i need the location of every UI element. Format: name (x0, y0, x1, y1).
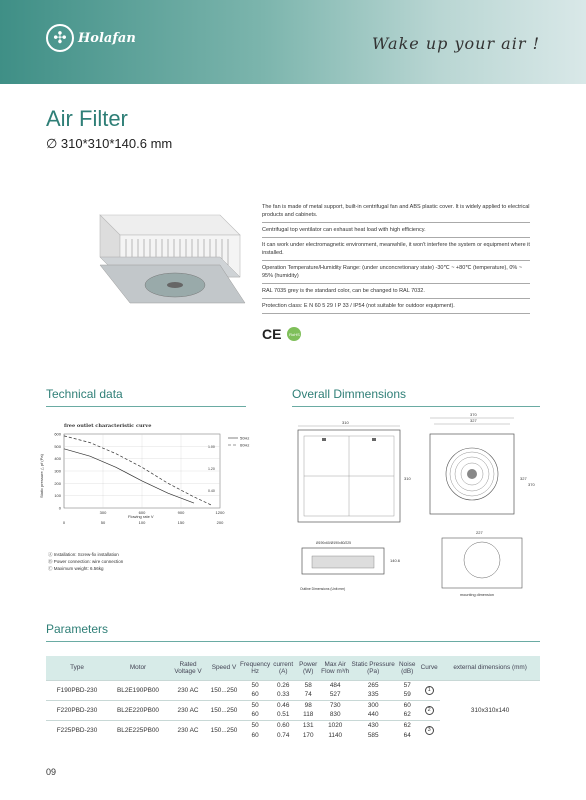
chart-ylabel: Static pressure △ pf (Pa) (39, 454, 44, 498)
dim-right-total: 370 (470, 412, 477, 417)
notes (48, 551, 123, 572)
curve-badge: 1 (425, 686, 434, 695)
brand-name: Holafan (78, 30, 136, 46)
cell-noise: 60 (396, 700, 418, 710)
section-params: Parameters (46, 622, 109, 636)
series-line (64, 449, 194, 503)
table-row (46, 680, 540, 690)
cell-speed: 150...250 (208, 680, 240, 700)
col-power: Power (W) (296, 656, 320, 680)
dim-side-top: Ø190x60/Ø190x80/225 (316, 541, 352, 545)
cell-noise: 57 (396, 680, 418, 690)
note-item: Ⓑ Power connection: wire connection (48, 559, 124, 564)
cell-curve (418, 720, 440, 740)
mount-caption: mounting dimension (460, 593, 494, 597)
cell-pressure: 440 (367, 711, 379, 719)
section-overall: Overall Dimmensions (292, 387, 407, 401)
desc-item: Protection class: E N 60 5 29 I P 33 / IP54 (not suitable for outdoor equipment). (262, 299, 530, 314)
col-speed: Speed V (208, 656, 240, 680)
x-tick-label: 300 (99, 510, 107, 515)
y-tick-label: 400 (54, 456, 61, 462)
cell-voltage: 230 AC (168, 720, 208, 740)
cell-flow: 527 (329, 691, 341, 699)
legend-label: 60Hz (240, 442, 250, 448)
col-frequency: Frequency Hz (240, 656, 270, 680)
col-noise: Noise (dB) (396, 656, 418, 680)
col-motor: Motor (108, 656, 168, 680)
cell-hz: 60 (251, 731, 259, 739)
dim-right-inner: 327 (470, 418, 477, 423)
cell-hz: 50 (240, 680, 270, 690)
col-pressure: Static Pressure (Pa) (350, 656, 396, 680)
cell-curve (418, 680, 440, 700)
certifications (262, 326, 301, 342)
col-airflow: Max Air Flow m³/h (320, 656, 350, 680)
right-tick-label: 1.20 (208, 467, 215, 471)
y-tick-label: 0 (58, 505, 61, 511)
desc-item: The fan is made of metal support, built-in centrifugal fan and ABS plastic cover. It is widely applied to electrical products and cabinets. (262, 200, 530, 223)
y-tick-label: 100 (54, 493, 61, 499)
cell-motor: BL2E220PB00 (108, 700, 168, 720)
page-number: 09 (46, 767, 57, 777)
dimension-drawings (292, 410, 552, 610)
cell-motor: BL2E225PB00 (108, 720, 168, 740)
divider (292, 406, 540, 407)
cell-speed: 150...250 (208, 700, 240, 720)
y-tick-label: 600 (54, 431, 61, 437)
ce-mark: CE (262, 326, 282, 342)
cell-flow: 484 (320, 680, 350, 690)
cell-current: 0.74 (276, 731, 290, 739)
cell-speed: 150...250 (208, 720, 240, 740)
slogan: Wake up your air ! (371, 34, 540, 53)
desc-item: RAL 7035 grey is the standard color, can be changed to RAL 7032. (262, 284, 530, 299)
cell-power: 170 (302, 731, 314, 739)
cell-pressure: 300 (350, 700, 396, 710)
cell-current: 0.26 (270, 680, 296, 690)
curve-badge: 2 (425, 706, 434, 715)
mount-dim: 227 (476, 530, 483, 535)
col-curve: Curve (418, 656, 440, 680)
section-technical: Technical data (46, 387, 123, 401)
cell-pressure: 430 (350, 720, 396, 730)
cell-noise: 59 (403, 691, 411, 699)
dim-side-height: 140.6 (390, 558, 401, 563)
cell-noise: 62 (403, 711, 411, 719)
cell-voltage: 230 AC (168, 700, 208, 720)
cell-flow: 730 (320, 700, 350, 710)
y-tick-label: 300 (54, 468, 61, 474)
divider (46, 406, 246, 407)
note-item: Ⓒ Maximum weight: 6.56kg (48, 566, 104, 571)
cell-power: 118 (303, 711, 314, 719)
desc-item: It can work under electromagnetic environment, meanwhile, it won't interfere the system or equipment where it installed. (262, 238, 530, 261)
y-tick-label: 500 (54, 443, 61, 449)
fan-icon: ✣ (46, 24, 74, 52)
cell-flow: 830 (329, 711, 341, 719)
cell-type: F220PBD-230 (46, 700, 108, 720)
col-voltage: Rated Voltage V (168, 656, 208, 680)
x-tick-label-cfm: 0 (62, 520, 66, 525)
cell-power: 98 (296, 700, 320, 710)
cell-external: 310x310x140 (440, 680, 540, 740)
divider (46, 641, 540, 642)
dim-top-width: 310 (342, 420, 349, 425)
dim-height: 310 (404, 476, 411, 481)
parameters-table (46, 656, 540, 740)
cell-hz: 60 (251, 691, 259, 699)
cell-flow: 1020 (320, 720, 350, 730)
cell-power: 58 (296, 680, 320, 690)
chart-xlabel: Flowing rate V (128, 514, 154, 519)
cell-power: 131 (296, 720, 320, 730)
cell-noise: 62 (396, 720, 418, 730)
x-tick-label: 600 (138, 510, 146, 515)
dim-right-height-b: 370 (528, 482, 535, 487)
cell-flow: 1140 (328, 731, 343, 739)
cell-current: 0.51 (276, 711, 290, 719)
y-tick-label: 200 (54, 480, 61, 486)
cell-noise: 64 (403, 731, 411, 739)
cell-current: 0.33 (276, 691, 290, 699)
page-title: Air Filter (46, 106, 128, 131)
page-header (0, 0, 586, 84)
performance-chart (38, 418, 278, 538)
note-item: Ⓐ Installation: Screw-fix installation (48, 552, 119, 557)
rohs-icon: RoHS (287, 327, 301, 341)
x-tick-label-cfm: 100 (138, 520, 146, 525)
col-external: external dimensions (mm) (440, 656, 540, 680)
cell-pressure: 585 (367, 731, 379, 739)
cell-hz: 50 (240, 720, 270, 730)
x-tick-label-cfm: 150 (177, 520, 185, 525)
desc-item: Centrifugal top ventilator can exhaust heat load with high efficiency. (262, 223, 530, 238)
right-tick-label: 1.00 (208, 445, 215, 449)
cell-power: 74 (304, 691, 312, 699)
cell-hz: 50 (240, 700, 270, 710)
x-tick-label: 900 (177, 510, 185, 515)
cell-type: F225PBD-230 (46, 720, 108, 740)
cell-current: 0.60 (270, 720, 296, 730)
cell-type: F190PBD-230 (46, 680, 108, 700)
curve-badge: 3 (425, 726, 434, 735)
chart-title: free outlet characteristic curve (64, 423, 152, 429)
col-type: Type (46, 656, 108, 680)
col-current: current (A) (270, 656, 296, 680)
x-tick-label-cfm: 50 (100, 520, 106, 525)
legend-label: 50Hz (240, 435, 250, 441)
cell-pressure: 335 (367, 691, 379, 699)
x-tick-label: 1200 (215, 510, 225, 515)
dim-right-height-a: 327 (520, 476, 527, 481)
cell-current: 0.46 (270, 700, 296, 710)
desc-item: Operation Temperature/Humidity Range: (under unconcretionary state) -30℃ ~ +80℃ (temperature), 0% ~ 95% (humidity) (262, 261, 530, 284)
right-tick-label: 0.40 (208, 489, 215, 493)
cell-motor: BL2E190PB00 (108, 680, 168, 700)
outline-caption: Outline Dimensions (Unit:mm) (300, 587, 346, 591)
product-description (262, 200, 530, 314)
product-dimensions: ∅ 310*310*140.6 mm (46, 136, 173, 151)
cell-curve (418, 700, 440, 720)
brand-logo (46, 24, 136, 52)
cell-hz: 60 (251, 711, 259, 719)
cell-pressure: 265 (350, 680, 396, 690)
product-image (70, 205, 250, 315)
x-tick-label-cfm: 200 (216, 520, 224, 525)
cell-voltage: 230 AC (168, 680, 208, 700)
